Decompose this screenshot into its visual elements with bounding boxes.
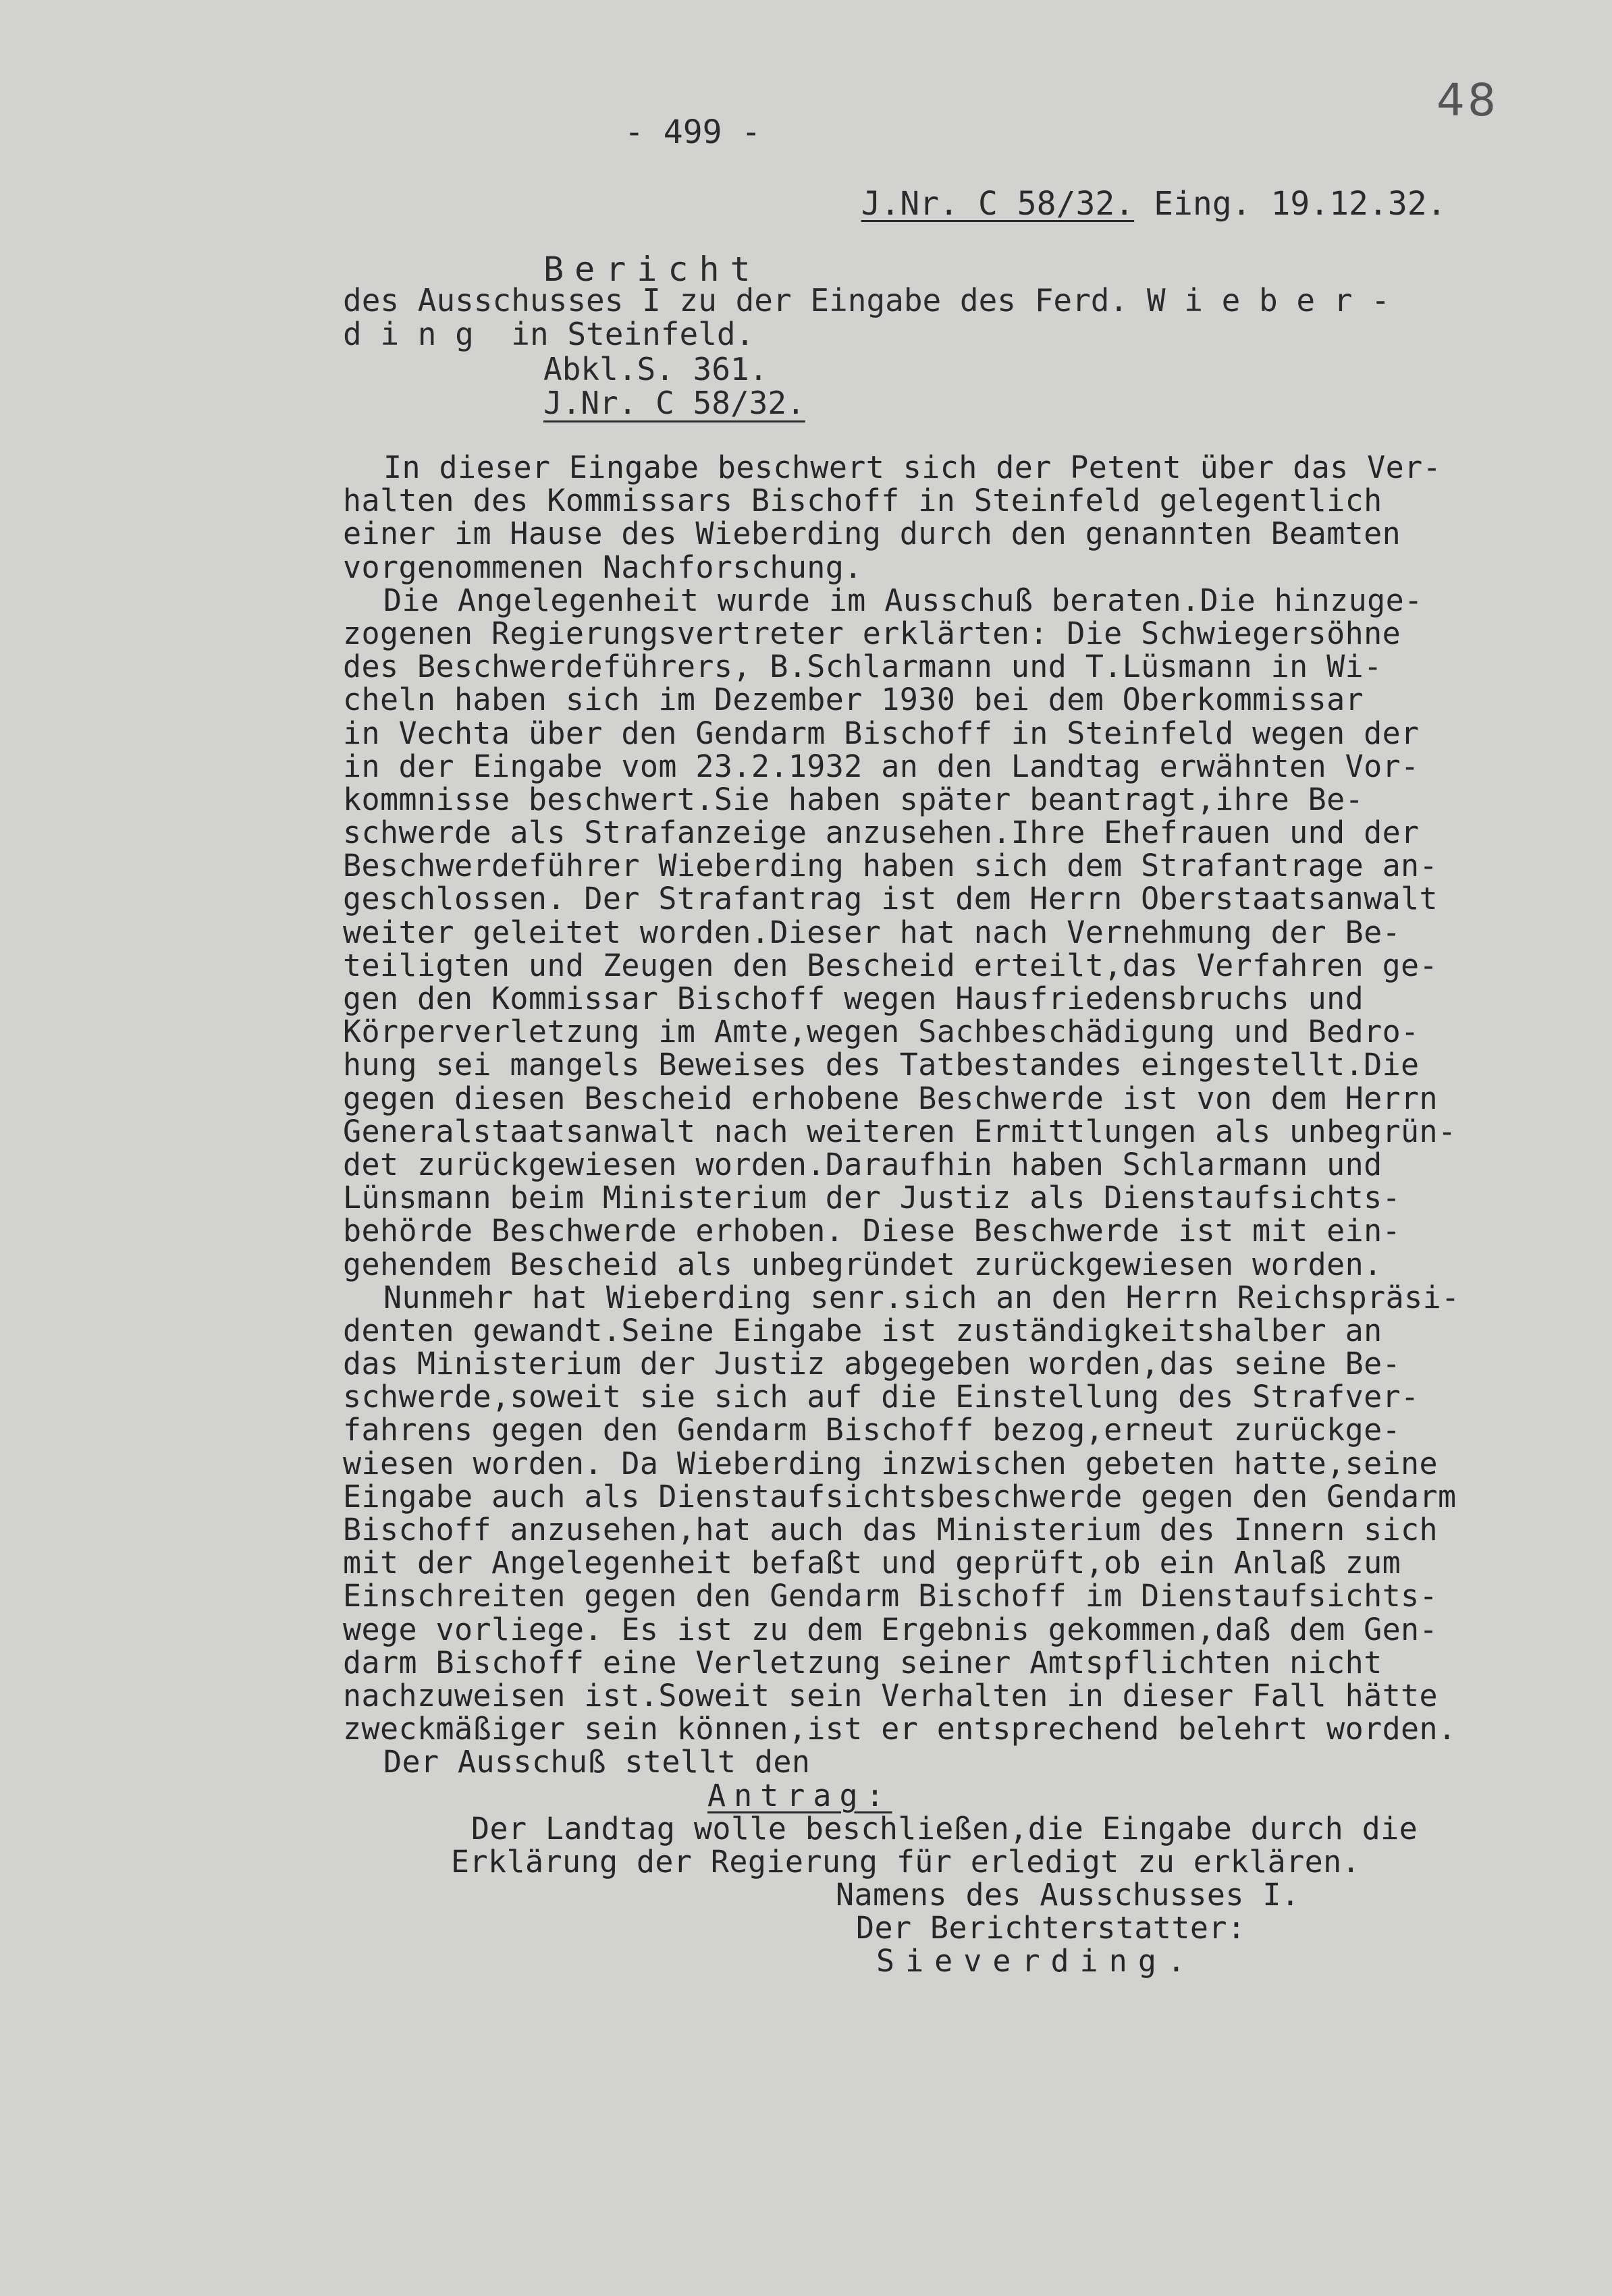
report-subtitle-line-2: d i n g in Steinfeld. bbox=[343, 316, 755, 352]
body-line: in Vechta über den Gendarm Bischoff in Steinfeld wegen der bbox=[343, 715, 1420, 751]
body-line: gen den Kommissar Bischoff wegen Hausfriedensbruchs und bbox=[343, 981, 1364, 1016]
body-line: fahrens gegen den Gendarm Bischoff bezog,erneut zurückge- bbox=[343, 1412, 1401, 1448]
body-line: schwerde als Strafanzeige anzusehen.Ihre Ehefrauen und der bbox=[343, 815, 1420, 851]
body-line: gegen diesen Bescheid erhobene Beschwerde ist von dem Herrn bbox=[343, 1080, 1439, 1116]
body-line: weiter geleitet worden.Dieser hat nach Vernehmung der Be- bbox=[343, 914, 1401, 950]
body-line: Bischoff anzusehen,hat auch das Ministerium des Innern sich bbox=[343, 1512, 1439, 1548]
motion-line: Der Landtag wolle beschließen,die Eingabe durch die bbox=[471, 1810, 1418, 1847]
reference-line bbox=[783, 147, 1447, 261]
page-number: - 499 - bbox=[624, 113, 761, 151]
body-line: in der Eingabe vom 23.2.1932 an den Landtag erwähnten Vor- bbox=[343, 748, 1420, 784]
body-line: zweckmäßiger sein können,ist er entsprechend belehrt worden. bbox=[343, 1711, 1457, 1747]
body-line: teiligten und Zeugen den Bescheid erteilt,das Verfahren ge- bbox=[343, 947, 1439, 983]
journal-number-underlined: J.Nr. C 58/32. bbox=[543, 385, 805, 421]
body-line: Beschwerdeführer Wieberding haben sich dem Strafantrage an- bbox=[343, 848, 1439, 884]
signature-committee: Namens des Ausschusses I. bbox=[836, 1877, 1300, 1913]
body-line: Körperverletzung im Amte,wegen Sachbeschädigung und Bedro- bbox=[343, 1014, 1420, 1050]
body-line: gehendem Bescheid als unbegründet zurückgewiesen worden. bbox=[343, 1246, 1382, 1282]
body-line: denten gewandt.Seine Eingabe ist zuständigkeitshalber an bbox=[343, 1312, 1382, 1348]
body-line: wege vorliege. Es ist zu dem Ergebnis gekommen,daß dem Gen- bbox=[343, 1611, 1439, 1647]
body-line: wiesen worden. Da Wieberding inzwischen gebeten hatte,seine bbox=[343, 1445, 1439, 1481]
antrag-heading: Antrag: bbox=[707, 1777, 892, 1813]
body-line: Die Angelegenheit wurde im Ausschuß beraten.Die hinzuge- bbox=[383, 582, 1423, 618]
report-subtitle-line-1: des Ausschusses I zu der Eingabe des Ferd. W i e b e r - bbox=[343, 282, 1390, 319]
body-line: zogenen Regierungsvertreter erklärten: Die Schwiegersöhne bbox=[343, 615, 1401, 651]
body-line: schwerde,soweit sie sich auf die Einstellung des Strafver- bbox=[343, 1379, 1420, 1415]
motion-line: Erklärung der Regierung für erledigt zu erklären. bbox=[451, 1843, 1361, 1880]
body-line: geschlossen. Der Strafantrag ist dem Herrn Oberstaatsanwalt bbox=[343, 881, 1439, 917]
body-line: det zurückgewiesen worden.Daraufhin haben Schlarmann und bbox=[343, 1146, 1382, 1182]
report-title: Bericht bbox=[543, 250, 761, 289]
body-line: Einschreiten gegen den Gendarm Bischoff im Dienstaufsichts- bbox=[343, 1578, 1439, 1614]
received-date: Eing. 19.12.32. bbox=[1134, 185, 1447, 223]
body-line: vorgenommenen Nachforschung. bbox=[343, 549, 863, 585]
body-line: kommnisse beschwert.Sie haben später beantragt,ihre Be- bbox=[343, 781, 1364, 817]
body-line: des Beschwerdeführers, B.Schlarmann und T.Lüsmann in Wi- bbox=[343, 649, 1382, 685]
body-line: Nunmehr hat Wieberding senr.sich an den Herrn Reichspräsi- bbox=[383, 1279, 1460, 1315]
body-line: Generalstaatsanwalt nach weiteren Ermittlungen als unbegrün- bbox=[343, 1113, 1457, 1149]
body-line: Eingabe auch als Dienstaufsichtsbeschwerde gegen den Gendarm bbox=[343, 1478, 1457, 1514]
body-line: cheln haben sich im Dezember 1930 bei dem Oberkommissar bbox=[343, 682, 1364, 718]
body-line: das Ministerium der Justiz abgegeben worden,das seine Be- bbox=[343, 1346, 1401, 1382]
antrag-heading-line bbox=[343, 1779, 1558, 1812]
body-line: Der Ausschuß stellt den bbox=[383, 1744, 811, 1780]
abkl-reference: Abkl.S. 361. bbox=[543, 351, 768, 387]
body-line: nachzuweisen ist.Soweit sein Verhalten in dieser Fall hätte bbox=[343, 1677, 1439, 1714]
body-line: einer im Hause des Wieberding durch den genannten Beamten bbox=[343, 516, 1401, 552]
folio-number: 48 bbox=[1436, 74, 1499, 126]
body-line: behörde Beschwerde erhoben. Diese Beschwerde ist mit ein- bbox=[343, 1213, 1401, 1249]
report-body bbox=[343, 451, 1558, 1978]
body-line: Lünsmann beim Ministerium der Justiz als Dienstaufsichts- bbox=[343, 1180, 1401, 1216]
body-line: darm Bischoff eine Verletzung seiner Amtspflichten nicht bbox=[343, 1644, 1382, 1680]
journal-number: J.Nr. C 58/32. bbox=[861, 185, 1135, 223]
body-line: halten des Kommissars Bischoff in Steinfeld gelegentlich bbox=[343, 483, 1382, 519]
body-line: In dieser Eingabe beschwert sich der Petent über das Ver- bbox=[383, 449, 1442, 485]
body-line: hung sei mangels Beweises des Tatbestandes eingestellt.Die bbox=[343, 1047, 1420, 1083]
signature-role: Der Berichterstatter: bbox=[856, 1910, 1246, 1946]
body-line: mit der Angelegenheit befaßt und geprüft,ob ein Anlaß zum bbox=[343, 1545, 1401, 1581]
signature-name: Sieverding. bbox=[876, 1943, 1197, 1979]
